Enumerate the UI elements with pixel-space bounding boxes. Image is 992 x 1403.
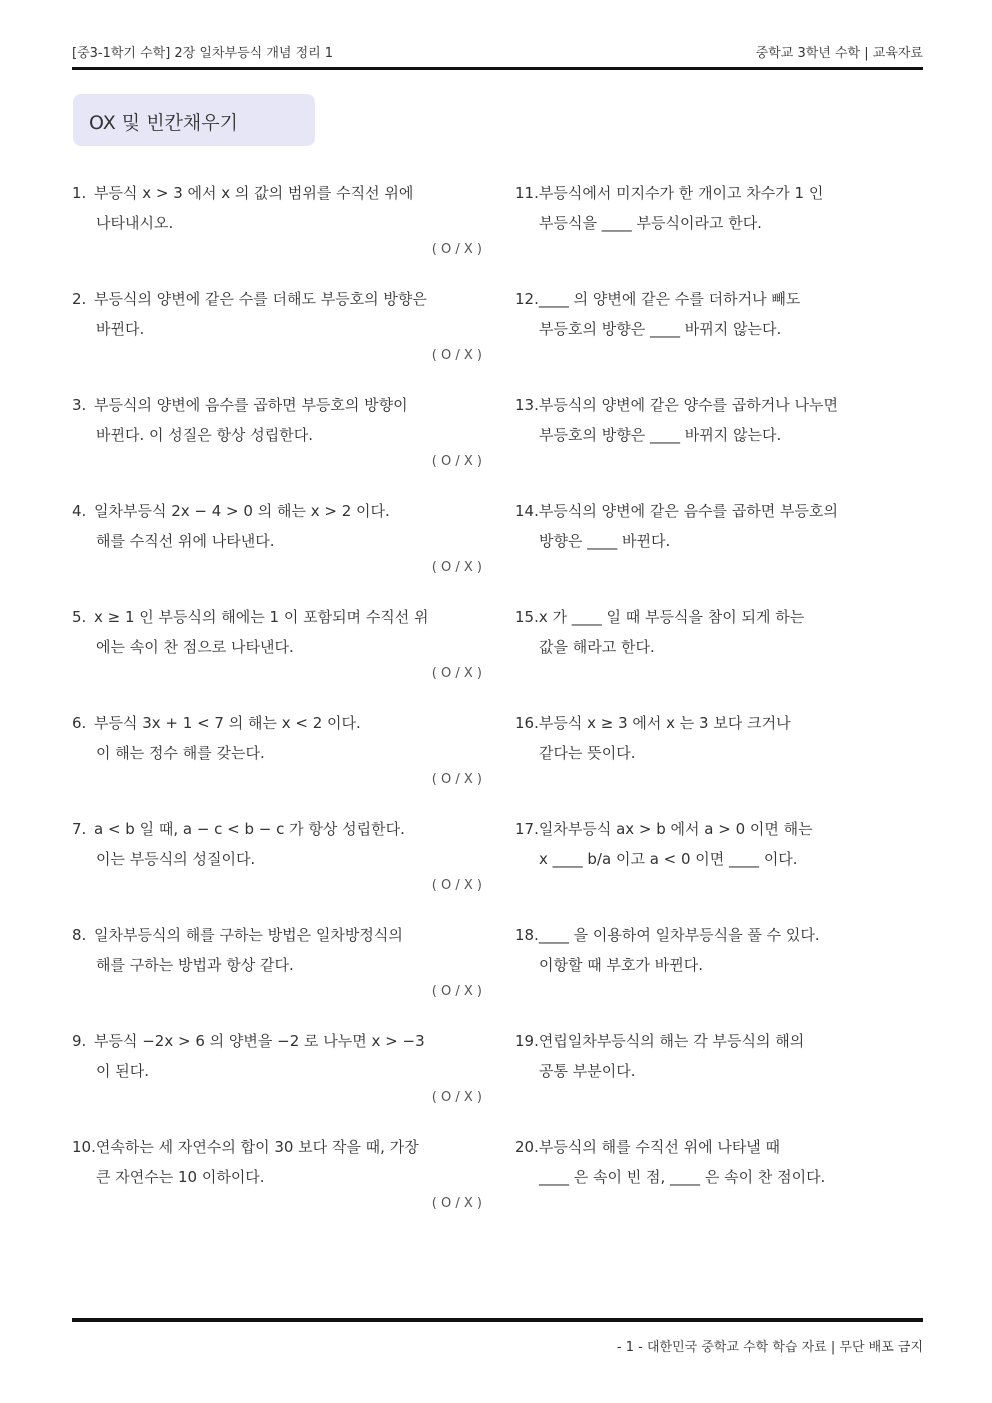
question-text-line2: 이 된다. [96,1062,150,1080]
question-text-line1: 부등식의 양변에 같은 양수를 곱하거나 나누면 [538,396,839,414]
answer-ox-box[interactable]: ( O / X ) [431,242,482,257]
question-number: 6. [72,714,87,732]
question-number: 20. [515,1138,539,1156]
question-item [72,708,482,808]
question-item [72,920,482,1020]
question-number: 7. [72,820,87,838]
question-text-line2: 부등호의 방향은 ____ 바뀌지 않는다. [539,426,782,444]
question-text-line2: 이 해는 정수 해를 갖는다. [96,744,265,762]
question-text-line1: 연립일차부등식의 해는 각 부등식의 해의 [538,1032,805,1050]
question-item [72,284,482,384]
question-text-line2: 값을 해라고 한다. [539,638,655,656]
question-item [72,1132,482,1232]
question-text-line2: 에는 속이 찬 점으로 나타낸다. [96,638,294,656]
question-item [72,602,482,702]
question-text-line1: ____ 을 이용하여 일차부등식을 풀 수 있다. [538,926,820,944]
header-right-text: 중학교 3학년 수학 | 교육자료 [755,46,923,61]
page-footer: - 1 - 대한민국 중학교 수학 학습 자료 | 무단 배포 금지 [616,1340,923,1355]
section-title: OX 및 빈칸채우기 [89,112,238,134]
question-number: 4. [72,502,87,520]
question-number: 14. [515,502,539,520]
question-item [515,178,925,278]
question-item [72,178,482,278]
question-text-line2: 바뀐다. [96,320,145,338]
answer-ox-box[interactable]: ( O / X ) [431,348,482,363]
question-text-line1: 일차부등식 2x − 4 > 0 의 해는 x > 2 이다. [94,502,390,520]
question-item [72,496,482,596]
question-text-line1: 부등식 x ≥ 3 에서 x 는 3 보다 크거나 [538,714,791,732]
question-number: 19. [515,1032,539,1050]
question-text-line1: 부등식 3x + 1 < 7 의 해는 x < 2 이다. [94,714,361,732]
question-number: 3. [72,396,87,414]
question-text-line2: 같다는 뜻이다. [539,744,636,762]
question-text-line2: 이항할 때 부호가 바뀐다. [539,956,703,974]
question-text-line1: 부등식 x > 3 에서 x 의 값의 범위를 수직선 위에 [94,184,414,202]
answer-ox-box[interactable]: ( O / X ) [431,666,482,681]
question-text-line1: 부등식 −2x > 6 의 양변을 −2 로 나누면 x > −3 [94,1032,425,1050]
question-text-line1: 연속하는 세 자연수의 합이 30 보다 작을 때, 가장 [95,1138,419,1156]
answer-ox-box[interactable]: ( O / X ) [431,772,482,787]
question-item [515,390,925,490]
question-item [515,284,925,384]
question-number: 17. [515,820,539,838]
question-text-line2: 해를 구하는 방법과 항상 같다. [96,956,294,974]
answer-ox-box[interactable]: ( O / X ) [431,560,482,575]
question-item [515,496,925,596]
question-item [515,708,925,808]
question-text-line1: 부등식에서 미지수가 한 개이고 차수가 1 인 [538,184,824,202]
question-text-line1: a < b 일 때, a − c < b − c 가 항상 성립한다. [94,820,405,838]
question-item [515,602,925,702]
question-text-line2: ____ 은 속이 빈 점, ____ 은 속이 찬 점이다. [539,1168,826,1186]
question-number: 12. [515,290,539,308]
question-number: 5. [72,608,87,626]
question-text-line2: 부등호의 방향은 ____ 바뀌지 않는다. [539,320,782,338]
question-text-line1: x 가 ____ 일 때 부등식을 참이 되게 하는 [538,608,805,626]
question-text-line2: 방향은 ____ 바뀐다. [539,532,671,550]
question-item [72,1026,482,1126]
answer-ox-box[interactable]: ( O / X ) [431,984,482,999]
question-text-line2: 이는 부등식의 성질이다. [96,850,256,868]
answer-ox-box[interactable]: ( O / X ) [431,1196,482,1211]
question-text-line2: 나타내시오. [96,214,174,232]
header-left-text: [중3-1학기 수학] 2장 일차부등식 개념 정리 1 [72,46,334,61]
page-header [72,40,923,62]
question-item [515,920,925,1020]
question-number: 11. [515,184,539,202]
question-text-line2: 해를 수직선 위에 나타낸다. [96,532,275,550]
question-text-line1: 부등식의 양변에 같은 수를 더해도 부등호의 방향은 [94,290,427,308]
question-text-line1: 일차부등식 ax > b 에서 a > 0 이면 해는 [538,820,813,838]
question-text-line2: x ____ b/a 이고 a < 0 이면 ____ 이다. [539,850,798,868]
question-number: 10. [72,1138,96,1156]
question-text-line1: 일차부등식의 해를 구하는 방법은 일차방정식의 [94,926,403,944]
question-number: 8. [72,926,87,944]
footer-divider [72,1318,923,1322]
question-text-line2: 바뀐다. 이 성질은 항상 성립한다. [96,426,313,444]
header-divider [72,67,923,70]
answer-ox-box[interactable]: ( O / X ) [431,878,482,893]
answer-ox-box[interactable]: ( O / X ) [431,1090,482,1105]
question-text-line2: 큰 자연수는 10 이하이다. [96,1168,265,1186]
question-text-line1: 부등식의 해를 수직선 위에 나타낼 때 [538,1138,781,1156]
section-title-box [73,94,315,146]
question-item [72,390,482,490]
question-number: 9. [72,1032,87,1050]
question-number: 2. [72,290,87,308]
question-text-line1: x ≥ 1 인 부등식의 해에는 1 이 포함되며 수직선 위 [94,608,429,626]
question-item [515,814,925,914]
question-number: 15. [515,608,539,626]
question-text-line1: 부등식의 양변에 같은 음수를 곱하면 부등호의 [538,502,839,520]
question-item [72,814,482,914]
question-number: 13. [515,396,539,414]
question-text-line2: 공통 부분이다. [539,1062,636,1080]
question-text-line2: 부등식을 ____ 부등식이라고 한다. [539,214,762,232]
question-text-line1: 부등식의 양변에 음수를 곱하면 부등호의 방향이 [94,396,408,414]
question-number: 18. [515,926,539,944]
question-number: 16. [515,714,539,732]
question-number: 1. [72,184,87,202]
question-item [515,1132,925,1232]
answer-ox-box[interactable]: ( O / X ) [431,454,482,469]
question-item [515,1026,925,1126]
question-text-line1: ____ 의 양변에 같은 수를 더하거나 빼도 [538,290,801,308]
